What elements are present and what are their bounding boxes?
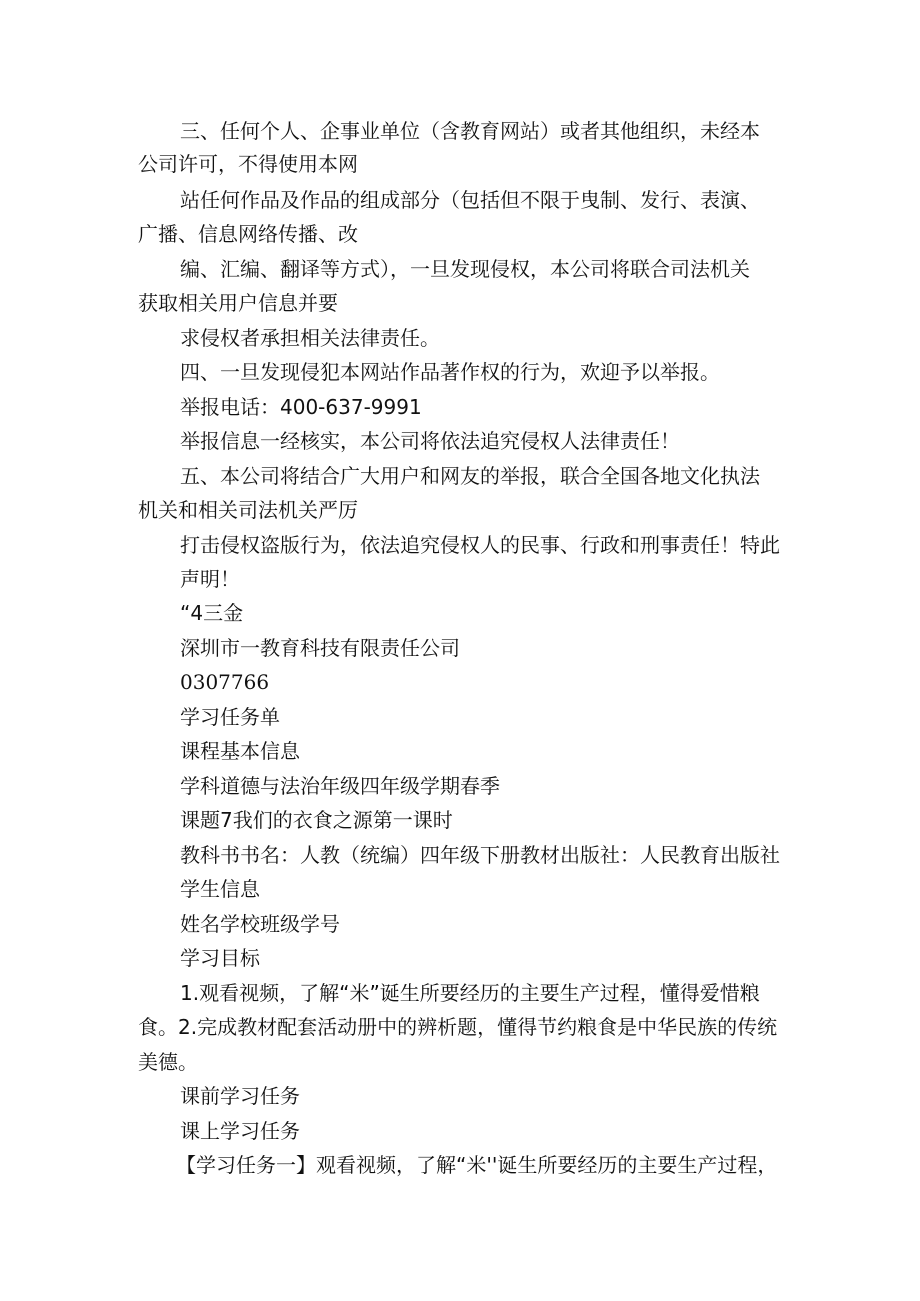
section-heading: 课前学习任务 xyxy=(180,1084,300,1108)
section-heading: 课程基本信息 xyxy=(180,739,300,763)
course-info-line: 学科道德与法治年级四年级学期春季 xyxy=(180,774,500,798)
objective-line: 美德。 xyxy=(138,1050,198,1074)
paragraph-line: 站任何作品及作品的组成部分（包括但不限于曳制、发行、表演、 xyxy=(180,188,760,212)
paragraph-line: 举报信息一经核实，本公司将依法追究侵权人法律责任！ xyxy=(180,429,680,453)
paragraph-line: 机关和相关司法机关严厉 xyxy=(138,498,358,522)
paragraph-line: 求侵权者承担相关法律责任。 xyxy=(180,326,440,350)
section-heading: 学生信息 xyxy=(180,877,260,901)
paragraph-line: 五、本公司将结合广大用户和网友的举报，联合全国各地文化执法 xyxy=(180,464,760,488)
objective-line: 1.观看视频，了解“米”诞生所要经历的主要生产过程，懂得爱惜粮 xyxy=(180,981,760,1005)
paragraph-line: 声明！ xyxy=(180,567,240,591)
company-code: 0307766 xyxy=(180,670,270,694)
paragraph-line: 获取相关用户信息并要 xyxy=(138,291,338,315)
section-heading: 学习目标 xyxy=(180,946,260,970)
worksheet-title: 学习任务单 xyxy=(180,705,280,729)
stamp-text: “4三金 xyxy=(180,601,244,625)
paragraph-line: 编、汇编、翻译等方式），一旦发现侵权，本公司将联合司法机关 xyxy=(180,257,750,281)
paragraph-line: 四、一旦发现侵犯本网站作品著作权的行为，欢迎予以举报。 xyxy=(180,360,720,384)
objective-line: 食。2.完成教材配套活动册中的辨析题，懂得节约粮食是中华民族的传统 xyxy=(138,1015,778,1039)
student-info-line: 姓名学校班级学号 xyxy=(180,912,340,936)
paragraph-line: 公司许可，不得使用本网 xyxy=(138,152,358,176)
course-info-line: 课题7我们的衣食之源第一课时 xyxy=(180,808,453,832)
task-line: 【学习任务一】观看视频，了解“米''诞生所要经历的主要生产过程， xyxy=(176,1153,778,1177)
company-name: 深圳市一教育科技有限责任公司 xyxy=(180,636,460,660)
course-info-line: 教科书书名：人教（统编）四年级下册教材出版社：人民教育出版社 xyxy=(180,843,780,867)
paragraph-line: 打击侵权盗版行为，依法追究侵权人的民事、行政和刑事责任！特此 xyxy=(180,533,780,557)
paragraph-line: 三、任何个人、企事业单位（含教育网站）或者其他组织，未经本 xyxy=(180,119,760,143)
paragraph-line: 广播、信息网络传播、改 xyxy=(138,222,358,246)
report-phone-line: 举报电话：400-637-9991 xyxy=(180,395,422,419)
section-heading: 课上学习任务 xyxy=(180,1119,300,1143)
